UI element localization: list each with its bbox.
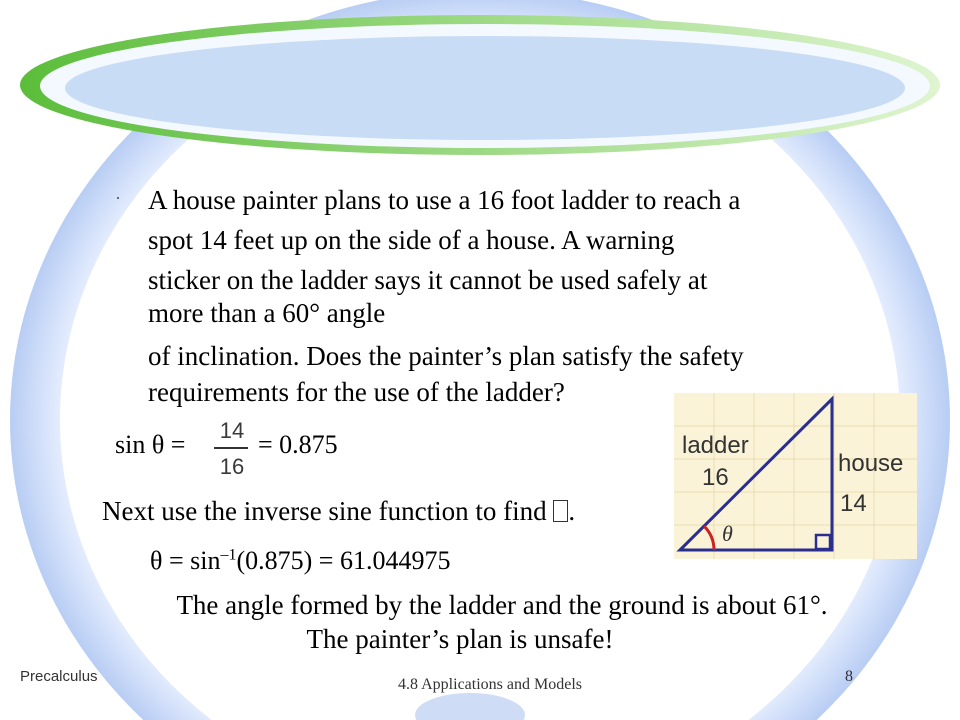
theta-eq-left: θ = sin xyxy=(150,546,221,575)
sin-label: sin θ = xyxy=(115,430,186,459)
problem-bullet: · xyxy=(115,188,121,208)
next-step-text xyxy=(102,493,575,529)
banner-fill xyxy=(65,36,905,140)
fraction-bar xyxy=(214,447,248,449)
problem-line-1: A house painter plans to use a 16 foot ladder to reach a xyxy=(148,185,741,215)
problem-line-3: sticker on the ladder says it cannot be used safely at xyxy=(148,265,708,295)
ladder-value: 16 xyxy=(702,464,729,491)
problem-line-6: requirements for the use of the ladder? xyxy=(148,377,565,407)
fraction-numerator: 14 xyxy=(219,418,245,443)
house-label: house xyxy=(838,450,904,477)
problem-line-2: spot 14 feet up on the side of a house. A warning xyxy=(148,225,675,255)
footer-page-number: 8 xyxy=(845,668,853,685)
theta-equation xyxy=(150,546,450,576)
conclusion-line-2: The painter’s plan is unsafe! xyxy=(306,624,614,654)
theta-symbol: θ xyxy=(722,521,733,546)
inverse-superscript: –1 xyxy=(220,546,237,564)
next-step-period: . xyxy=(568,496,576,526)
house-value: 14 xyxy=(840,490,867,517)
conclusion-line-1: The angle formed by the ladder and the ground is about 61°. xyxy=(176,590,828,620)
fraction-denominator: 16 xyxy=(219,454,245,479)
sin-result: = 0.875 xyxy=(258,430,338,459)
footer-section: 4.8 Applications and Models xyxy=(398,676,582,693)
missing-glyph-box xyxy=(553,500,568,522)
theta-eq-right: (0.875) = 61.044975 xyxy=(236,546,451,575)
ladder-triangle-figure xyxy=(674,393,917,559)
problem-line-5: of inclination. Does the painter’s plan satisfy the safety xyxy=(148,341,744,371)
problem-line-4: more than a 60° angle xyxy=(148,298,386,328)
footer-course: Precalculus xyxy=(20,668,98,685)
ladder-label: ladder xyxy=(682,432,749,459)
next-step-label: Next use the inverse sine function to find xyxy=(102,496,554,526)
